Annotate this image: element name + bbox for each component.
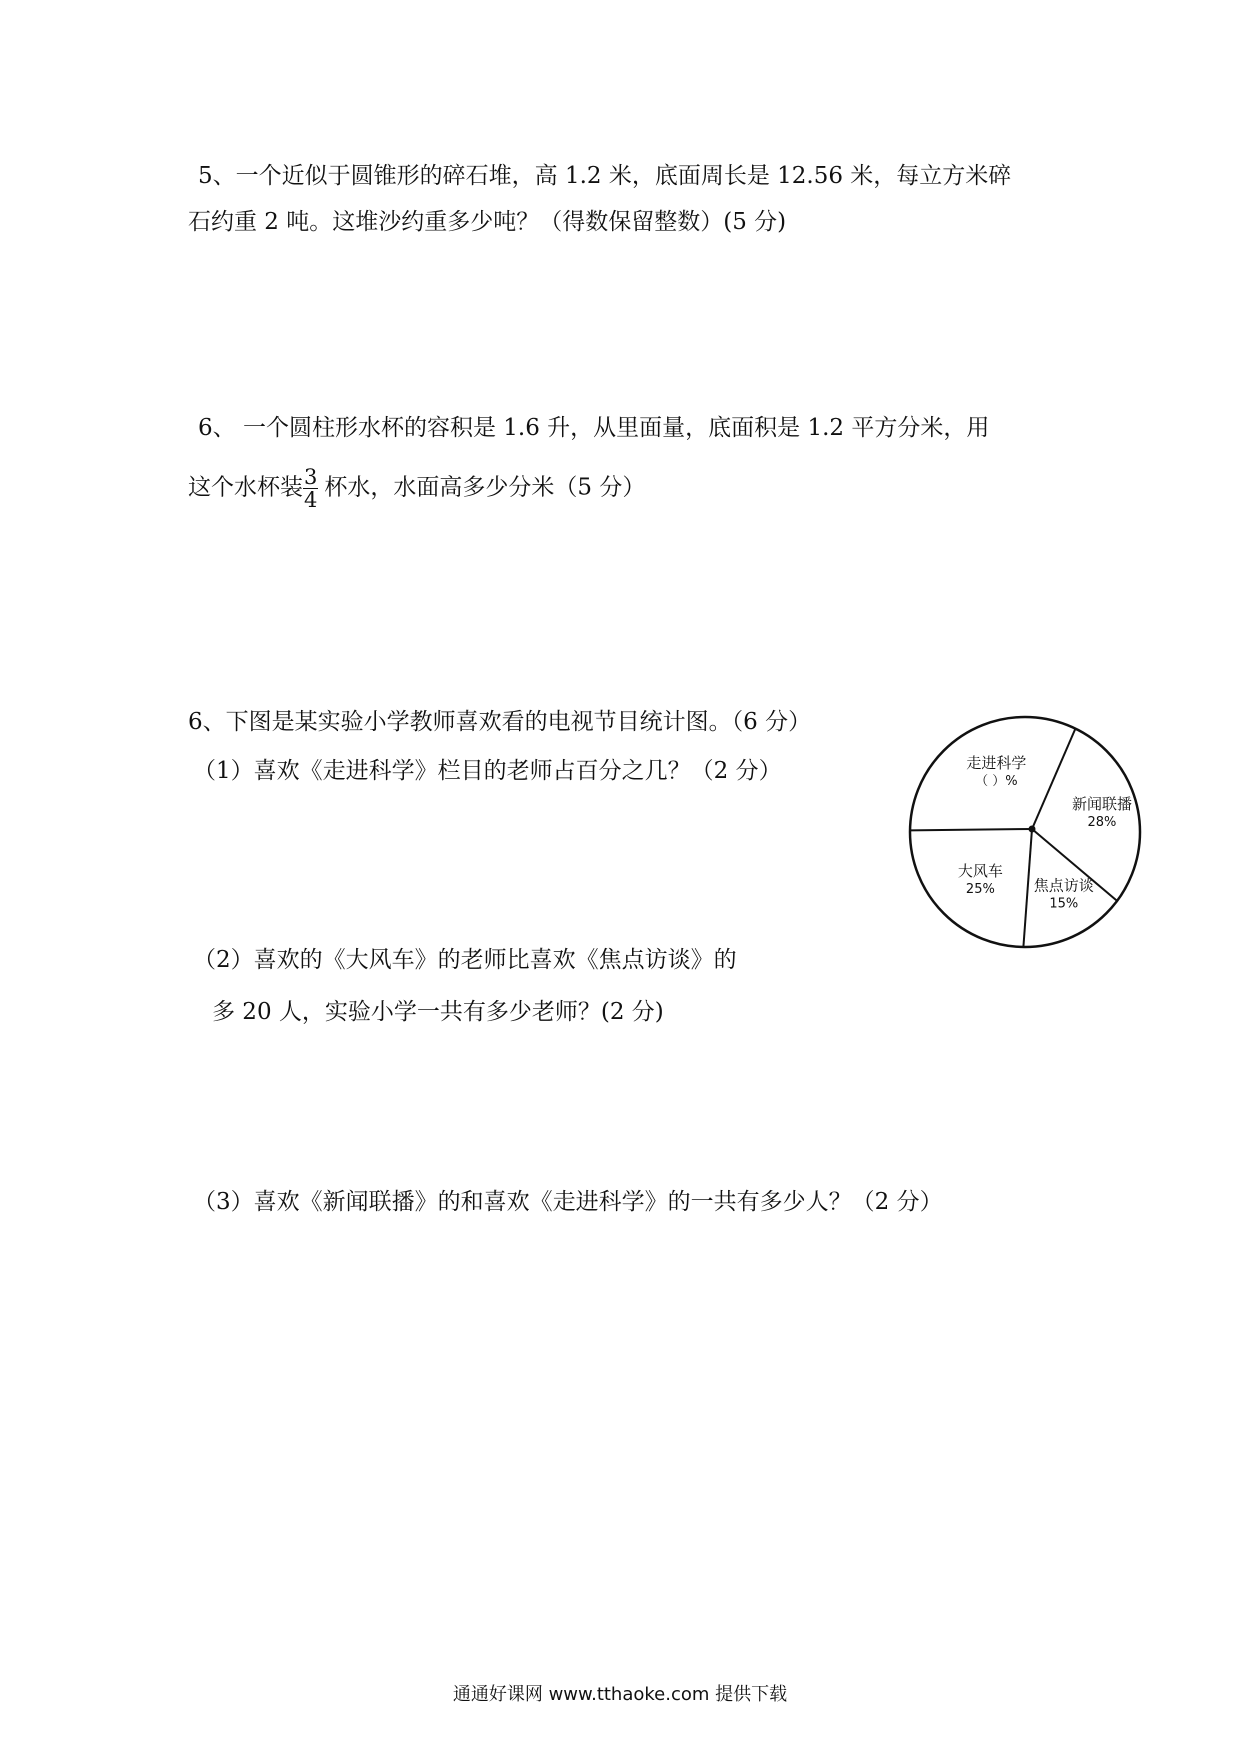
q6b-sub-1: （1）喜欢《走进科学》栏目的老师占百分之几？（2 分）: [193, 758, 782, 784]
q5-line-2: 石约重 2 吨。这堆沙约重多少吨？（得数保留整数）(5 分): [188, 209, 787, 235]
q6a-line-2: [188, 466, 645, 511]
footer: 通通好课网 www.tthaoke.com 提供下载: [452, 1684, 788, 1705]
slice-value-label: （ ）%: [975, 774, 1018, 790]
q6b-sub-3: （3）喜欢《新闻联播》的和喜欢《走进科学》的一共有多少人？（2 分）: [193, 1189, 943, 1215]
q6a-line-2-suffix: 杯水，水面高多少分米（5 分）: [324, 474, 646, 501]
q6b-intro: 6、下图是某实验小学教师喜欢看的电视节目统计图。（6 分）: [188, 709, 812, 735]
pie-labels: [958, 754, 1132, 912]
slice-value-label: 25%: [965, 882, 995, 898]
slice-value-label: 28%: [1087, 815, 1117, 831]
slice-label: 大风车: [957, 862, 1003, 881]
slice-label: 走进科学: [966, 754, 1027, 773]
slice-value-label: 15%: [1049, 896, 1079, 912]
pie-chart: [905, 712, 1145, 952]
slice-label: 焦点访谈: [1033, 876, 1094, 895]
fraction-denominator: 4: [304, 488, 318, 512]
q6b-sub-2-line-2: 多 20 人，实验小学一共有多少老师？(2 分): [212, 999, 664, 1025]
fraction-numerator: 3: [304, 465, 318, 489]
q6a-line-2-prefix: 这个水杯装: [188, 474, 303, 501]
fraction: [303, 466, 318, 511]
slice-divider: [910, 829, 1032, 830]
pie-center-dot: [1029, 826, 1036, 833]
q6b-sub-2-line-1: （2）喜欢的《大风车》的老师比喜欢《焦点访谈》的: [193, 947, 737, 973]
slice-divider: [1023, 829, 1032, 947]
slice-label: 新闻联播: [1071, 795, 1132, 814]
q6a-line-1: 6、 一个圆柱形水杯的容积是 1.6 升，从里面量，底面积是 1.2 平方分米，用: [198, 415, 990, 441]
slice-divider: [1032, 729, 1075, 829]
q5-line-1: 5、一个近似于圆锥形的碎石堆，高 1.2 米，底面周长是 12.56 米，每立方米碎: [198, 163, 1012, 189]
